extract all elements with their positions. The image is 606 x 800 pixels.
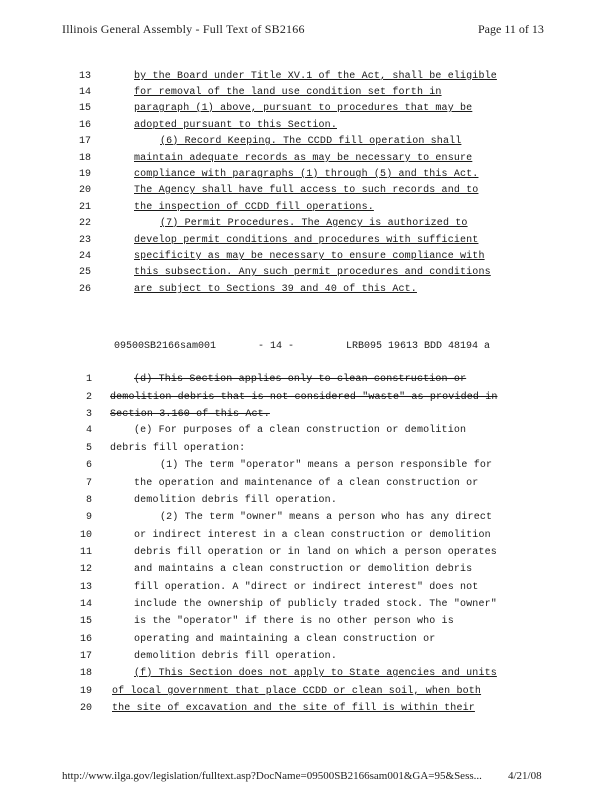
- text-line: [0, 182, 606, 199]
- line-text: by the Board under Title XV.1 of the Act, shall be eligible: [134, 71, 497, 82]
- line-number: 23: [78, 235, 91, 246]
- text-line: [0, 117, 606, 134]
- line-text: (6) Record Keeping. The CCDD fill operation shall: [160, 136, 462, 147]
- text-line: [0, 457, 606, 474]
- line-text: (2) The term "owner" means a person who has any direct: [160, 512, 493, 523]
- text-line: [0, 631, 606, 648]
- line-number: 17: [78, 136, 91, 147]
- text-line: [0, 232, 606, 249]
- text-line: [0, 665, 606, 682]
- line-text: paragraph (1) above, pursuant to procedures that may be: [134, 103, 473, 114]
- line-number: 25: [78, 267, 91, 278]
- text-line: [0, 248, 606, 265]
- line-text: debris fill operation or in land on which a person operates: [134, 547, 497, 558]
- text-line: [0, 544, 606, 561]
- text-line: [0, 440, 606, 457]
- line-number: 13: [78, 71, 91, 82]
- line-text: of local government that place CCDD or clean soil, when both: [112, 686, 482, 697]
- line-number: 14: [78, 87, 91, 98]
- text-line: [0, 422, 606, 439]
- line-text: adopted pursuant to this Section.: [134, 120, 337, 131]
- line-text: specificity as may be necessary to ensure compliance with: [134, 251, 485, 262]
- line-number: 19: [78, 169, 91, 180]
- line-text: the site of excavation and the site of fill is within their: [112, 703, 475, 714]
- text-line: [0, 406, 606, 423]
- text-line: [0, 264, 606, 281]
- line-number: 1: [85, 374, 92, 385]
- line-number: 8: [85, 495, 92, 506]
- line-text: debris fill operation:: [110, 443, 246, 454]
- line-text: demolition debris fill operation.: [134, 651, 337, 662]
- text-line: [0, 527, 606, 544]
- divider-doc-id: 09500SB2166sam001: [114, 341, 217, 352]
- text-line: [0, 492, 606, 509]
- text-line: [0, 613, 606, 630]
- line-text: the inspection of CCDD fill operations.: [134, 202, 374, 213]
- divider-page-number: - 14 -: [258, 341, 295, 352]
- line-number: 10: [79, 530, 92, 541]
- line-text: for removal of the land use condition set forth in: [134, 87, 442, 98]
- line-number: 11: [79, 547, 92, 558]
- text-line: [0, 561, 606, 578]
- line-text: The Agency shall have full access to such records and to: [134, 185, 479, 196]
- line-number: 16: [79, 634, 92, 645]
- line-text: (f) This Section does not apply to State agencies and units: [134, 668, 497, 679]
- line-text: (7) Permit Procedures. The Agency is authorized to: [160, 218, 468, 229]
- line-text: demolition debris that is not considered "waste" as provided in: [110, 392, 498, 403]
- text-line: [0, 579, 606, 596]
- line-text: maintain adequate records as may be necessary to ensure: [134, 153, 473, 164]
- line-text: include the ownership of publicly traded stock. The "owner": [134, 599, 497, 610]
- line-number: 15: [78, 103, 91, 114]
- line-number: 4: [85, 425, 92, 436]
- text-line: [0, 150, 606, 167]
- line-text: operating and maintaining a clean construction or: [134, 634, 436, 645]
- line-number: 13: [79, 582, 92, 593]
- header-page-number: Page 11 of 13: [478, 22, 544, 36]
- line-number: 16: [78, 120, 91, 131]
- text-line: [0, 281, 606, 298]
- line-number: 6: [85, 460, 92, 471]
- line-number: 26: [78, 284, 91, 295]
- line-number: 18: [78, 153, 91, 164]
- footer-date: 4/21/08: [508, 770, 542, 782]
- line-number: 18: [79, 668, 92, 679]
- header-title: Illinois General Assembly - Full Text of SB2166: [62, 22, 305, 36]
- line-text: (1) The term "operator" means a person responsible for: [160, 460, 493, 471]
- line-number: 20: [78, 185, 91, 196]
- line-text: (e) For purposes of a clean construction or demolition: [134, 425, 467, 436]
- line-number: 5: [85, 443, 92, 454]
- text-line: [0, 199, 606, 216]
- text-line: [0, 133, 606, 150]
- line-number: 15: [79, 616, 92, 627]
- line-text: this subsection. Any such permit procedures and conditions: [134, 267, 491, 278]
- line-text: demolition debris fill operation.: [134, 495, 337, 506]
- line-number: 9: [85, 512, 92, 523]
- line-number: 24: [78, 251, 91, 262]
- text-line: [0, 475, 606, 492]
- line-number: 19: [79, 686, 92, 697]
- text-line: [0, 100, 606, 117]
- text-line: [0, 84, 606, 101]
- line-number: 2: [85, 392, 92, 403]
- footer-url[interactable]: http://www.ilga.gov/legislation/fulltext.asp?DocName=09500SB2166sam001&GA=95&Sess...: [62, 770, 482, 782]
- line-number: 20: [79, 703, 92, 714]
- text-line: [0, 596, 606, 613]
- line-text: fill operation. A "direct or indirect interest" does not: [134, 582, 479, 593]
- line-text: Section 3.160 of this Act.: [110, 409, 270, 420]
- line-text: or indirect interest in a clean construction or demolition: [134, 530, 491, 541]
- line-text: (d) This Section applies only to clean construction or: [134, 374, 467, 385]
- text-line: [0, 648, 606, 665]
- text-line: [0, 389, 606, 406]
- line-number: 17: [79, 651, 92, 662]
- text-line: [0, 166, 606, 183]
- text-line: [0, 683, 606, 700]
- text-line: [0, 215, 606, 232]
- line-number: 3: [85, 409, 92, 420]
- line-text: the operation and maintenance of a clean construction or: [134, 478, 479, 489]
- line-number: 21: [78, 202, 91, 213]
- line-text: compliance with paragraphs (1) through (5) and this Act.: [134, 169, 479, 180]
- text-line: [0, 371, 606, 388]
- text-line: [0, 509, 606, 526]
- text-line: [0, 700, 606, 717]
- line-text: is the "operator" if there is no other person who is: [134, 616, 454, 627]
- divider-lrb-code: LRB095 19613 BDD 48194 a: [346, 341, 491, 352]
- line-text: develop permit conditions and procedures with sufficient: [134, 235, 479, 246]
- line-number: 22: [78, 218, 91, 229]
- line-text: and maintains a clean construction or demolition debris: [134, 564, 473, 575]
- line-number: 7: [85, 478, 92, 489]
- line-text: are subject to Sections 39 and 40 of this Act.: [134, 284, 417, 295]
- text-line: [0, 68, 606, 85]
- line-number: 12: [79, 564, 92, 575]
- line-number: 14: [79, 599, 92, 610]
